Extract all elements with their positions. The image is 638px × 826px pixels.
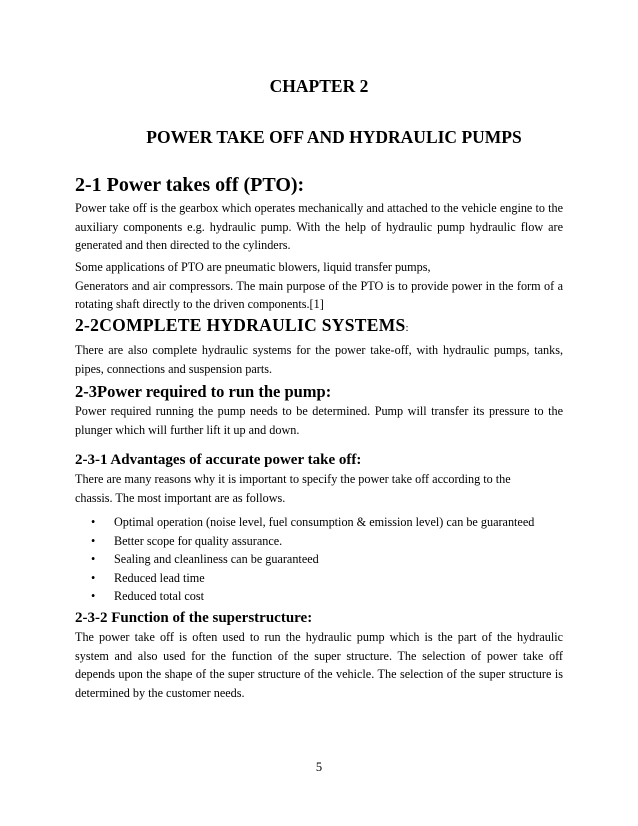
section-2-3-1 [75,451,563,507]
section-2-3 [75,382,563,439]
section-heading-2-2-text: 2-2COMPLETE HYDRAULIC SYSTEMS [75,315,406,335]
section-2-1-paragraph-2: Generators and air compressors. The main purpose of the PTO is to provide power in the form of a rotating shaft directly to the driven components.[1] [75,278,563,312]
section-2-1-paragraph-1: Power take off is the gearbox which operates mechanically and attached to the vehicle engine to the auxiliary components e.g. hydraulic pump. With the help of hydraulic pump hydraulic flow are generated and then directed to the cylinders. [75,201,563,253]
section-2-3-paragraph: Power required running the pump needs to be determined. Pump will transfer its pressure to the plunger which will further lift it up and down. [75,404,563,437]
section-2-2 [75,313,563,340]
list-item [75,513,563,532]
section-2-1-applications [75,258,563,314]
list-item-text: Reduced lead time [114,570,205,585]
advantages-list-container [75,513,563,606]
list-item-text: Sealing and cleanliness can be guaranteed [114,552,319,567]
list-item-text: Better scope for quality assurance. [114,533,283,548]
section-2-1 [75,173,563,255]
bullet-icon: • [91,589,96,604]
list-item-text: Reduced total cost [114,589,205,604]
section-heading-2-3: 2-3Power required to run the pump: [75,382,332,401]
section-2-3-1-paragraph-line2: chassis. The most important are as follows. [75,490,286,505]
section-heading-2-1: 2-1 Power takes off (PTO): [75,174,305,196]
section-heading-2-3-2: 2-3-2 Function of the superstructure: [75,610,313,626]
section-2-2-body [75,341,563,378]
section-2-3-1-paragraph-line1: There are many reasons why it is important to specify the power take off according to the [75,472,511,486]
list-item [75,532,563,551]
page-number: 5 [315,760,323,774]
list-item [75,569,563,588]
section-2-3-2 [75,609,563,702]
section-heading-2-2 [75,313,563,340]
section-2-3-2-paragraph: The power take off is often used to run the hydraulic pump which is the part of the hydraulic system and also used for the function of the super structure. The selection of power take off depends upon the shape of the super structure of the vehicle. The selection of the super structure is determined by the customer needs. [75,630,563,700]
section-heading-2-3-1: 2-3-1 Advantages of accurate power take off: [75,452,362,468]
section-2-1-paragraph-2-line1: Some applications of PTO are pneumatic blowers, liquid transfer pumps, [75,260,431,274]
advantages-list [75,513,563,606]
chapter-title: POWER TAKE OFF AND HYDRAULIC PUMPS [146,127,522,147]
list-item [75,587,563,606]
bullet-icon: • [91,515,96,529]
section-2-2-paragraph: There are also complete hydraulic systems for the power take-off, with hydraulic pumps, tanks, pipes, connections and suspension parts. [75,343,563,376]
list-item-text: Optimal operation (noise level, fuel consumption & emission level) can be guaranteed [114,515,535,529]
bullet-icon: • [91,570,96,585]
chapter-label: CHAPTER 2 [269,76,369,96]
section-heading-2-2-colon: : [405,322,409,334]
bullet-icon: • [91,533,96,548]
bullet-icon: • [91,552,96,567]
list-item [75,550,563,569]
